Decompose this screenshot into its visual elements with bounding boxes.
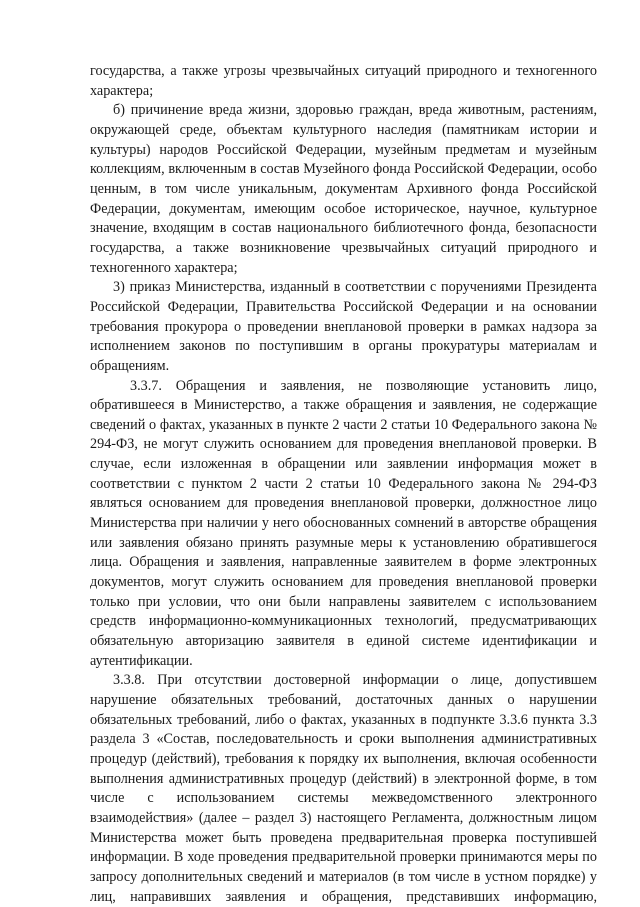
paragraph-threat-continuation: государства, а также угрозы чрезвычайных ситуаций природного и техногенного характера; (90, 63, 597, 99)
paragraph-item-3: 3) приказ Министерства, изданный в соответствии с поручениями Президента Российской Федерации, Правительства Российской Федерации и на основании требования прокурора о проведении внеплановой проверки в рамках надзора за исполнением законов по поступившим в органы прокуратуры материалам и обращениям. (90, 279, 597, 374)
paragraph-3-3-7: 3.3.7. Обращения и заявления, не позволяющие установить лицо, обратившееся в Министерство, а также обращения и заявления, не содержащие сведений о фактах, указанных в пункте 2 части 2 статьи 10 Федерального закона № 294-ФЗ, не могут служить основанием для проведения внеплановой проверки. В случае, если изложенная в обращении или заявлении информация может в соответствии с пунктом 2 части 2 статьи 10 Федерального закона № 294-ФЗ являться основанием для проведения внеплановой проверки, должностное лицо Министерства при наличии у него обоснованных сомнений в авторстве обращения или заявления обязано принять разумные меры к установлению обратившегося лица. Обращения и заявления, направленные заявителем в форме электронных документов, могут служить основанием для проведения внеплановой проверки только при условии, что они были направлены заявителем с использованием средств информационно-коммуникационных технологий, предусматривающих обязательную авторизацию заявителя в единой системе идентификации и аутентификации. (90, 377, 597, 669)
paragraph-item-b: б) причинение вреда жизни, здоровью граждан, вреда животным, растениям, окружающей среде, объектам культурного наследия (памятникам истории и культуры) народов Российской Федерации, музейным предметам и музейным коллекциям, включенным в состав Музейного фонда Российской Федерации, особо ценным, в том числе уникальным, документам Архивного фонда Российской Федерации, документам, имеющим особое историческое, научное, культурное значение, входящим в состав национального библиотечного фонда, безопасности государства, а также возникновение чрезвычайных ситуаций природного и техногенного характера; (90, 102, 597, 276)
paragraph-3-3-8: 3.3.8. При отсутствии достоверной информации о лице, допустившем нарушение обязательных требований, достаточных данных о нарушении обязательных требований, либо о фактах, указанных в подпункте 3.3.6 пункта 3.3 раздела 3 «Состав, последовательность и сроки выполнения административных процедур (действий), требования к порядку их выполнения, включая особенности выполнения административных процедур (действий) в электронной форме, в том числе с использованием системы межведомственного электронного взаимодействия» (далее – раздел 3) настоящего Регламента, должностным лицом Министерства может быть проведена предварительная проверка поступившей информации. В ходе проведения предварительной проверки принимаются меры по запросу дополнительных сведений и материалов (в том числе в устном порядке) у лиц, направивших заявления и обращения, представивших информацию, (90, 672, 597, 905)
document-page (90, 62, 597, 907)
